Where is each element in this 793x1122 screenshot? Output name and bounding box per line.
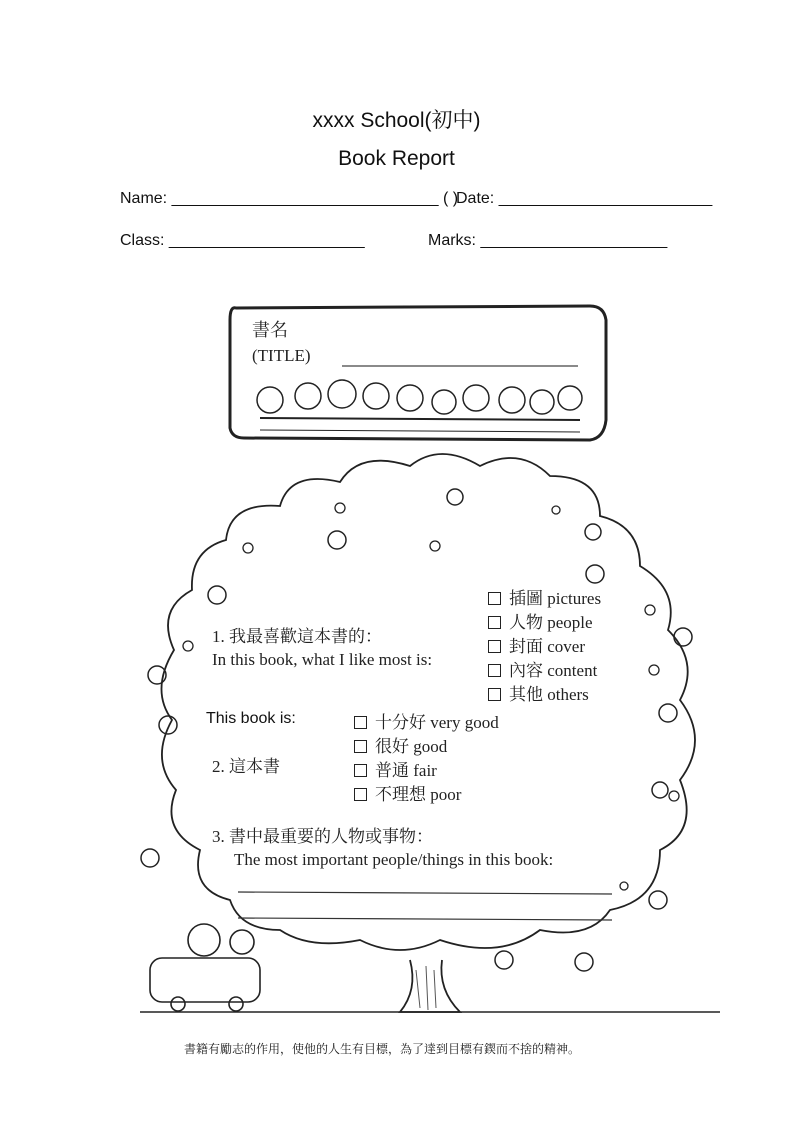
option-pictures[interactable]: 插圖 pictures xyxy=(488,584,601,608)
name-field xyxy=(120,190,458,208)
class-number-paren: ( ) xyxy=(442,190,459,207)
marks-field xyxy=(428,232,667,250)
option-people[interactable]: 人物 people xyxy=(488,608,601,632)
class-label: Class: xyxy=(120,232,165,249)
option-content[interactable]: 內容 content xyxy=(488,656,601,680)
worksheet-scan xyxy=(120,270,732,1070)
marks-blank[interactable]: _____________________ xyxy=(480,232,668,249)
tree-canopy xyxy=(161,454,695,950)
name-blank[interactable]: ______________________________ xyxy=(171,190,439,207)
checkbox-icon[interactable] xyxy=(488,664,501,677)
school-title: xxxx School(初中) xyxy=(312,109,481,132)
class-field xyxy=(120,232,365,250)
tree-illustration xyxy=(120,270,732,1070)
checkbox-icon[interactable] xyxy=(488,640,501,653)
checkbox-icon[interactable] xyxy=(354,716,367,729)
option-poor[interactable]: 不理想 poor xyxy=(354,780,499,804)
marks-label: Marks: xyxy=(428,232,476,249)
question2-zh: 2. 這本書 xyxy=(212,757,280,776)
report-title: Book Report xyxy=(338,147,455,170)
answer-line-1 xyxy=(238,892,612,894)
tree-trunk xyxy=(400,960,460,1012)
checkbox-icon[interactable] xyxy=(488,688,501,701)
option-others[interactable]: 其他 others xyxy=(488,680,601,704)
checkbox-icon[interactable] xyxy=(354,740,367,753)
option-very-good[interactable]: 十分好 very good xyxy=(354,708,499,732)
title-box-label-zh: 書名 xyxy=(252,320,288,340)
date-field xyxy=(456,190,712,208)
date-label: Date: xyxy=(456,190,495,207)
checkbox-icon[interactable] xyxy=(354,788,367,801)
question2-options xyxy=(354,708,499,804)
question1-en: In this book, what I like most is: xyxy=(212,650,433,669)
class-blank[interactable]: ______________________ xyxy=(168,232,365,249)
bus-icon xyxy=(150,924,260,1011)
question2-en-label: This book is: xyxy=(206,710,296,727)
trunk-texture xyxy=(416,966,436,1010)
title-box-label-en: (TITLE) xyxy=(252,346,311,365)
name-label: Name: xyxy=(120,190,168,207)
checkbox-icon[interactable] xyxy=(354,764,367,777)
checkbox-icon[interactable] xyxy=(488,616,501,629)
option-cover[interactable]: 封面 cover xyxy=(488,632,601,656)
footer-motto: 書籍有勵志的作用，使他的人生有目標，為了達到目標有鍥而不捨的精神。 xyxy=(184,1042,581,1056)
option-good[interactable]: 很好 good xyxy=(354,732,499,756)
checkbox-icon[interactable] xyxy=(488,592,501,605)
question3-en: The most important people/things in this book: xyxy=(234,850,554,869)
children-row-icon xyxy=(257,380,582,432)
date-blank[interactable]: ________________________ xyxy=(498,190,713,207)
option-fair[interactable]: 普通 fair xyxy=(354,756,499,780)
question1-zh: 1. 我最喜歡這本書的： xyxy=(212,627,382,646)
answer-line-2 xyxy=(238,918,612,920)
question1-options xyxy=(488,584,601,704)
question3-zh: 3. 書中最重要的人物或事物： xyxy=(212,827,433,846)
